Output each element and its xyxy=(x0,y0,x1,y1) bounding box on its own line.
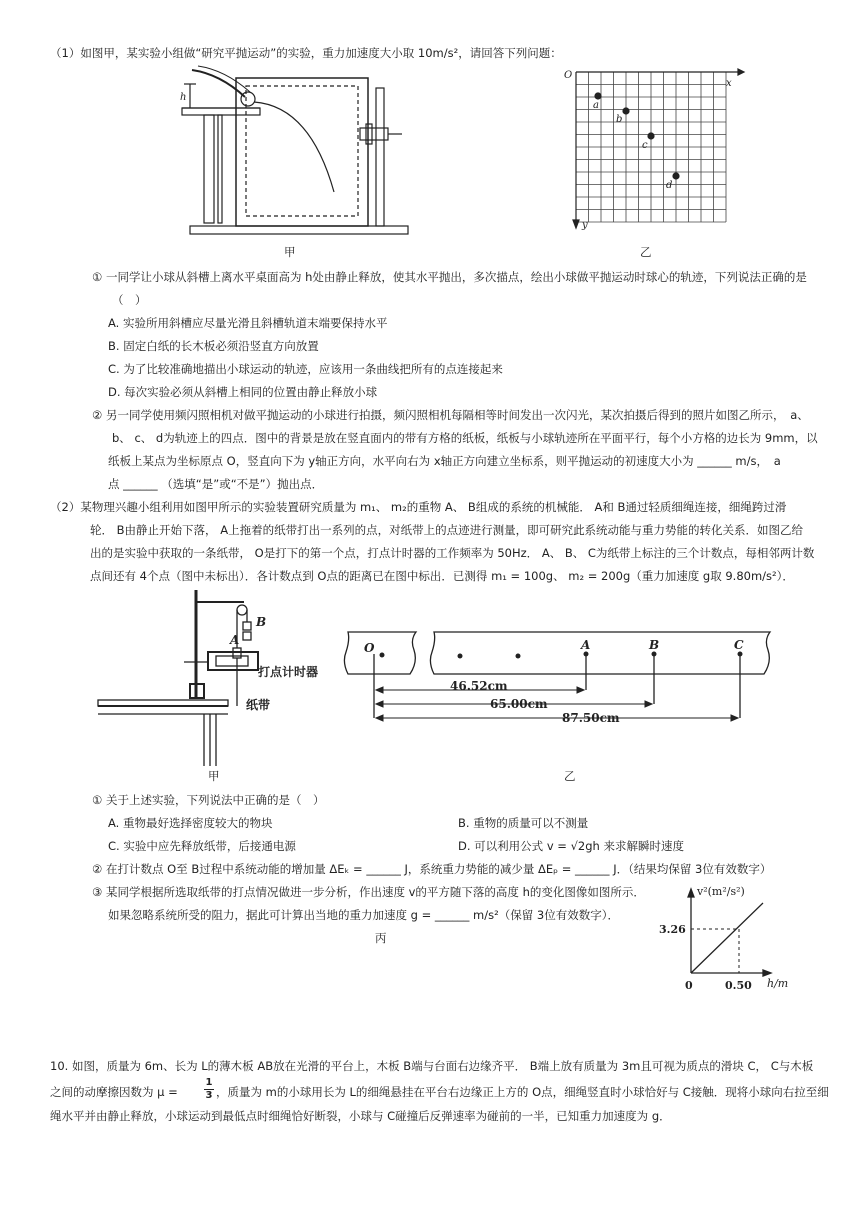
p2-q1-option-c: C. 实验中应先释放纸带，后接通电源 xyxy=(108,839,296,853)
q1-option-d: D. 每次实验必须从斜槽上相同的位置由静止释放小球 xyxy=(108,385,378,399)
tape-point-b-label: B xyxy=(649,638,660,652)
fig-jia-caption: 甲 xyxy=(284,245,296,259)
timer-label: 打点计时器 xyxy=(258,665,319,679)
x-axis-label: x xyxy=(726,78,732,89)
q1-option-a: A. 实验所用斜槽应尽量光滑且斜槽轨道末端要保持水平 xyxy=(108,316,388,330)
distance-ob-label: 65.00cm xyxy=(490,697,548,711)
q10-line3: 绳水平并由静止释放，小球运动到最低点时细绳恰好断裂，小球与 C碰撞后反弹速率为碰前的一半，已知重力加速度为 g． xyxy=(50,1109,671,1123)
distance-oc-label: 87.50cm xyxy=(562,711,620,725)
v2-h-graph xyxy=(655,885,815,995)
fig-yi-caption: 乙 xyxy=(640,245,652,259)
q10-line2-a: 之间的动摩擦因数为 μ = xyxy=(50,1085,178,1099)
q10-fraction-denominator: 3 xyxy=(205,1090,213,1101)
q1-option-c: C. 为了比较准确地描出小球运动的轨迹，应该用一条曲线把所有的点连接起来 xyxy=(108,362,503,376)
part2-line2: 轮． B由静止开始下落， A上拖着的纸带打出一系列的点，对纸带上的点迹进行测量，即可研究此系统动能与重力势能的转化关系．如图乙给 xyxy=(90,523,804,537)
tape-point-c-label: C xyxy=(734,638,744,652)
q10-line1: 10. 如图，质量为 6m、长为 L的薄木板 AB放在光滑的平台上，木板 B端与台面右边缘齐平． B端上放有质量为 3m且可视为质点的滑块 C， C与木板 xyxy=(50,1059,814,1073)
tape-point-o-label: O xyxy=(364,641,375,655)
paper-tape-figure xyxy=(340,628,780,728)
fig2-jia-caption: 甲 xyxy=(208,769,220,783)
weight-a-label: A xyxy=(230,633,240,647)
p2-q3-line1: ③ 某同学根据所选取纸带的打点情况做进一步分析，作出速度 v的平方随下落的高度 h的变化图像如图所示． xyxy=(92,885,645,899)
graph-origin: 0 xyxy=(685,979,693,992)
origin-label: O xyxy=(564,70,573,81)
q10-line2-b: ，质量为 m的小球用长为 L的细绳悬挂在平台右边缘正上方的 O点，细绳竖直时小球恰好与 C接触．现将小球向右拉至细 xyxy=(216,1085,829,1099)
weight-b-label: B xyxy=(256,615,267,629)
point-c-label: c xyxy=(642,140,648,151)
part2-line1: （2）某物理兴趣小组利用如图甲所示的实验装置研究质量为 m₁、 m₂的重物 A、 B组成的系统的机械能． A和 B通过轻质细绳连接，细绳跨过滑 xyxy=(50,500,787,514)
point-d-label: d xyxy=(666,180,673,191)
atwood-apparatus-figure xyxy=(98,588,338,768)
p2-q3-line2: 如果忽略系统所受的阻力，据此可计算出当地的重力加速度 g = ______ m/s²（保留 3位有效数字）． xyxy=(108,908,619,922)
q1-stem-line2: （ ） xyxy=(112,293,147,307)
point-a-label: a xyxy=(593,100,599,111)
part2-line3: 出的是实验中获取的一条纸带， O是打下的第一个点，打点计时器的工作频率为 50Hz． A、 B、 C为纸带上标注的三个计数点，每相邻两计数 xyxy=(90,546,815,560)
q2-line2: b、 c、 d为轨迹上的四点．图中的背景是放在竖直面内的带有方格的纸板，纸板与小球轨迹所在平面平行，每个小方格的边长为 9mm，以 xyxy=(112,431,818,445)
graph-x-label: h/m xyxy=(767,977,789,990)
tape-point-a-label: A xyxy=(581,638,591,652)
q2-line4: 点 ______ （选填“是”或“不是”）抛出点． xyxy=(108,477,324,491)
p2-q1-option-a: A. 重物最好选择密度较大的物块 xyxy=(108,816,273,830)
q1-stem-line1: ① 一同学让小球从斜槽上离水平桌面高为 h处由静止释放，使其水平抛出，多次描点，绘出小球做平抛运动时球心的轨迹，下列说法正确的是 xyxy=(92,270,807,284)
projectile-apparatus-figure xyxy=(170,62,410,242)
q2-line1: ② 另一同学使用频闪照相机对做平抛运动的小球进行拍摄，频闪照相机每隔相等时间发出一次闪光，某次拍摄后得到的照片如图乙所示， a、 xyxy=(92,408,809,422)
graph-x-value: 0.50 xyxy=(725,979,752,992)
part2-line4: 点间还有 4个点（图中未标出）．各计数点到 O点的距离已在图中标出．已测得 m₁ = 100g、 m₂ = 200g（重力加速度 g取 9.80m/s²）． xyxy=(90,569,794,583)
grid-points-figure xyxy=(560,62,750,238)
graph-y-value: 3.26 xyxy=(659,923,686,936)
p2-q1-option-b: B. 重物的质量可以不测量 xyxy=(458,816,589,830)
fig2-yi-caption: 乙 xyxy=(564,769,576,783)
point-b-label: b xyxy=(616,114,623,125)
h-label: h xyxy=(180,92,187,103)
p2-q1-option-d: D. 可以利用公式 v = √2gh 来求解瞬时速度 xyxy=(458,839,684,853)
p2-q2: ② 在打计数点 O至 B过程中系统动能的增加量 ΔEₖ = ______ J，系统重力势能的减少量 ΔEₚ = ______ J．（结果均保留 3位有效数字） xyxy=(92,862,772,876)
part1-intro: （1）如图甲，某实验小组做“研究平抛运动”的实验，重力加速度大小取 10m/s²，请回答下列问题： xyxy=(50,46,562,60)
tape-label: 纸带 xyxy=(246,698,271,712)
p2-q1-stem: ① 关于上述实验，下列说法中正确的是（ ） xyxy=(92,793,325,807)
fig-bing-caption: 丙 xyxy=(375,931,387,945)
distance-oa-label: 46.52cm xyxy=(450,679,508,693)
q10-fraction-numerator: 1 xyxy=(205,1077,213,1088)
graph-y-label: v²(m²/s²) xyxy=(697,885,745,898)
q2-line3: 纸板上某点为坐标原点 O，竖直向下为 y轴正方向，水平向右为 x轴正方向建立坐标系，则平抛运动的初速度大小为 ______ m/s， a xyxy=(108,454,781,468)
q1-option-b: B. 固定白纸的长木板必须沿竖直方向放置 xyxy=(108,339,319,353)
y-axis-label: y xyxy=(582,220,588,231)
q10-fraction xyxy=(204,1077,214,1102)
